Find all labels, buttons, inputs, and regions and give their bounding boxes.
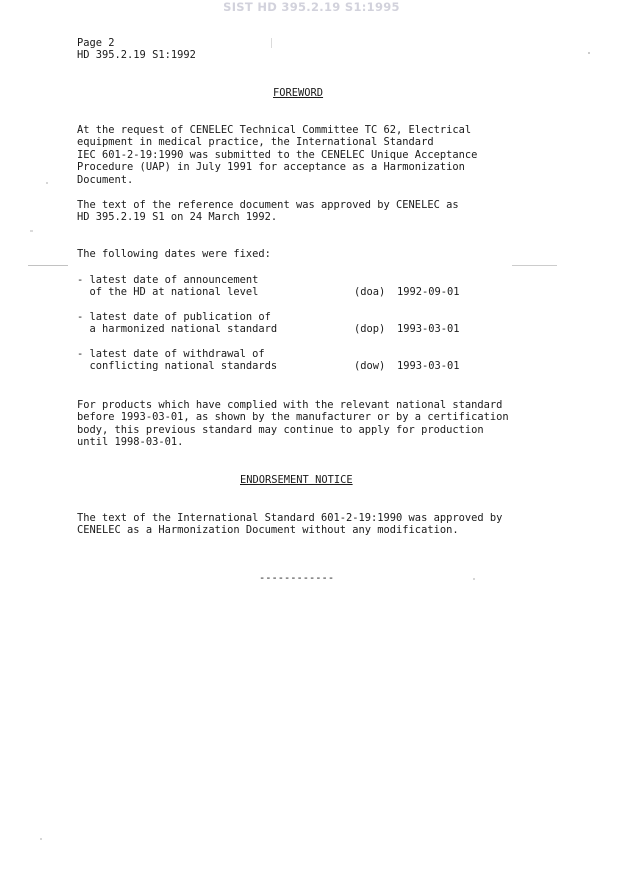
page-number: Page 2 <box>77 37 115 49</box>
date-item-line: conflicting national standards <box>77 360 278 373</box>
dates-intro: The following dates were fixed: <box>77 248 271 260</box>
end-rule: ------------ <box>259 572 335 584</box>
date-value: 1993-03-01 <box>397 323 460 336</box>
scan-mark <box>271 38 272 48</box>
foreword-paragraph-3 <box>77 399 509 449</box>
date-item-line: of the HD at national level <box>77 286 259 299</box>
endorsement-paragraph <box>77 512 502 537</box>
date-abbreviation: (dow) <box>354 360 386 373</box>
scan-mark <box>30 230 33 232</box>
date-value: 1993-03-01 <box>397 360 460 373</box>
paragraph-line: IEC 601-2-19:1990 was submitted to the CENELEC Unique Acceptance <box>77 148 478 161</box>
date-item-line: - latest date of publication of <box>77 311 271 323</box>
foreword-paragraph-1 <box>77 124 477 186</box>
scan-mark <box>512 265 557 266</box>
date-item-line: a harmonized national standard <box>77 323 278 336</box>
date-item-line: - latest date of announcement <box>77 274 259 286</box>
paragraph-line: At the request of CENELEC Technical Committee TC 62, Electrical <box>77 124 472 136</box>
paragraph-line: Procedure (UAP) in July 1991 for acceptance as a Harmonization <box>77 161 465 174</box>
paragraph-line: Document. <box>77 173 134 186</box>
date-item-line: - latest date of withdrawal of <box>77 348 265 360</box>
document-id: HD 395.2.19 S1:1992 <box>77 49 196 61</box>
endorsement-heading: ENDORSEMENT NOTICE <box>240 474 353 486</box>
foreword-heading: FOREWORD <box>273 87 324 99</box>
paragraph-line: CENELEC as a Harmonization Document without any modification. <box>77 524 459 537</box>
paragraph-line: The text of the International Standard 601-2-19:1990 was approved by <box>77 512 503 524</box>
scan-mark <box>28 265 68 266</box>
paragraph-line: body, this previous standard may continue to apply for production <box>77 423 484 436</box>
paragraph-line: equipment in medical practice, the International Standard <box>77 136 434 149</box>
date-item-label <box>77 311 277 336</box>
date-item-label <box>77 348 277 373</box>
paragraph-line: before 1993-03-01, as shown by the manufacturer or by a certification <box>77 411 509 424</box>
scan-mark <box>473 578 475 580</box>
paragraph-line: For products which have complied with the relevant national standard <box>77 399 503 411</box>
date-item-label <box>77 274 258 299</box>
paragraph-line: HD 395.2.19 S1 on 24 March 1992. <box>77 211 278 224</box>
date-value: 1992-09-01 <box>397 286 460 299</box>
scan-mark <box>40 838 42 840</box>
foreword-paragraph-2 <box>77 199 459 224</box>
date-abbreviation: (doa) <box>354 286 386 299</box>
watermark: SIST HD 395.2.19 S1:1995 <box>223 0 400 14</box>
date-abbreviation: (dop) <box>354 323 386 336</box>
paragraph-line: until 1998-03-01. <box>77 436 184 449</box>
scan-mark <box>588 52 590 54</box>
scan-mark <box>46 182 48 184</box>
paragraph-line: The text of the reference document was approved by CENELEC as <box>77 199 459 211</box>
